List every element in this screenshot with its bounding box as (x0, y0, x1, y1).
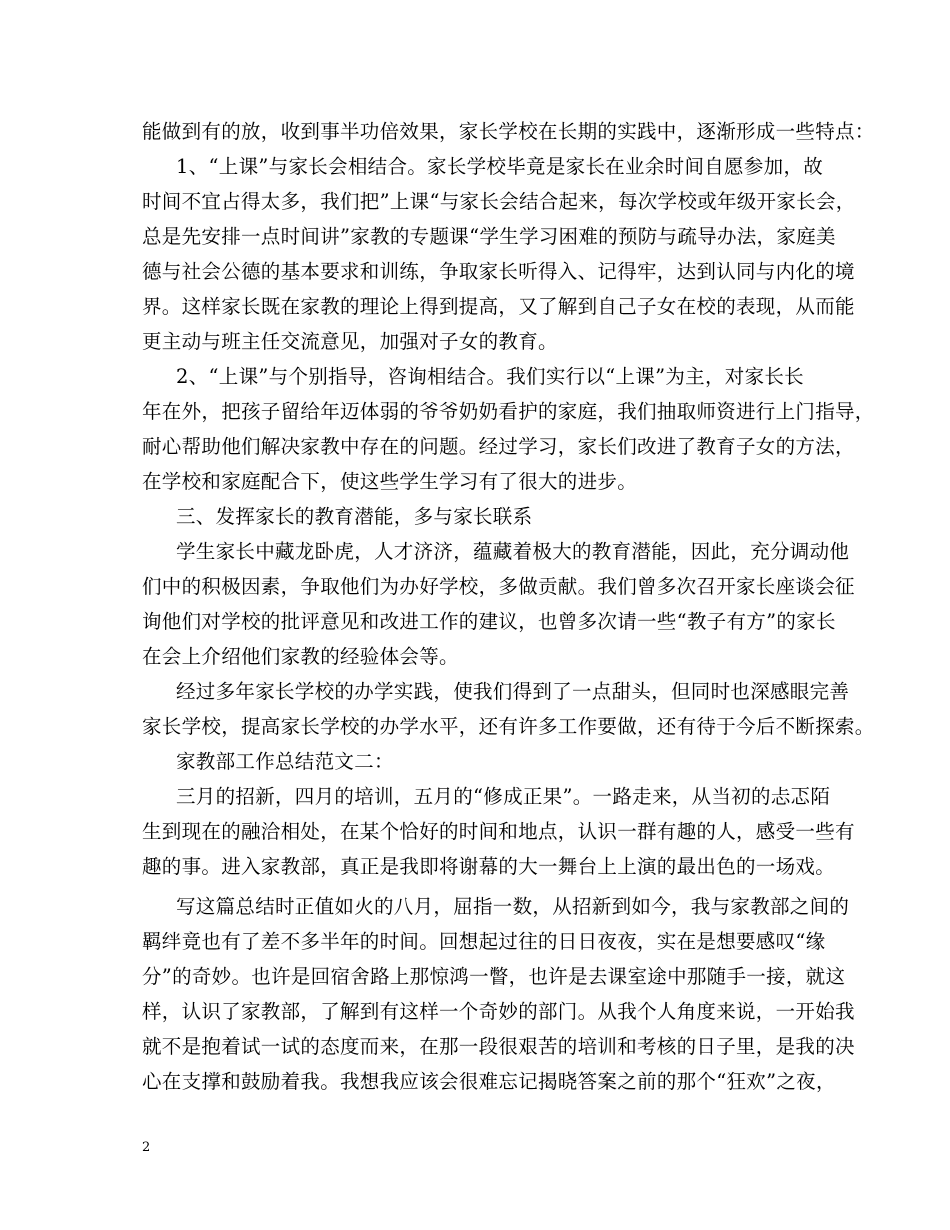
text-line: 三月的招新，四月的培训，五月的“修成正果”。一路走来，从当初的忐忑陌 (176, 785, 831, 808)
text-line: 分”的奇妙。也许是回宿舍路上那惊鸿一瞥，也许是去课室途中那随手一接，就这 (142, 965, 846, 988)
text-line: 样，认识了家教部，了解到有这样一个奇妙的部门。从我个人角度来说，一开始我 (142, 1000, 855, 1023)
text-line: 心在支撑和鼓励着我。我想我应该会很难忘记揭晓答案之前的那个“狂欢”之夜， (142, 1070, 836, 1093)
text-line: 总是先安排一点时间讲”家教的专题课“学生学习困难的预防与疏导办法，家庭美 (142, 225, 836, 248)
text-line: 年在外，把孩子留给年迈体弱的爷爷奶奶看护的家庭，我们抽取师资进行上门指导， (142, 400, 875, 423)
text-line: 家长学校，提高家长学校的办学水平，还有许多工作要做，还有待于今后不断探索。 (142, 715, 875, 738)
text-line: 羁绊竟也有了差不多半年的时间。回想起过往的日日夜夜，实在是想要感叹“缘 (142, 930, 826, 953)
text-line: 2、“上课”与个别指导，咨询相结合。我们实行以“上课”为主，对家长长 (176, 365, 804, 388)
text-line: 能做到有的放，收到事半功倍效果，家长学校在长期的实践中，逐渐形成一些特点： (142, 120, 875, 143)
text-line: 耐心帮助他们解决家教中存在的问题。经过学习，家长们改进了教育子女的方法， (142, 435, 855, 458)
text-line: 在会上介绍他们家教的经验体会等。 (142, 645, 459, 668)
text-line: 学生家长中藏龙卧虎，人才济济，蕴藏着极大的教育潜能，因此，充分调动他 (176, 540, 850, 563)
text-line: 经过多年家长学校的办学实践，使我们得到了一点甜头，但同时也深感眼完善 (176, 680, 850, 703)
text-line: 1、“上课”与家长会相结合。家长学校毕竟是家长在业余时间自愿参加，故 (176, 155, 824, 178)
text-line: 界。这样家长既在家教的理论上得到提高，又了解到自己子女在校的表现，从而能 (142, 295, 855, 318)
text-line: 更主动与班主任交流意见，加强对子女的教育。 (142, 330, 558, 353)
text-line: 生到现在的融洽相处，在某个恰好的时间和地点，认识一群有趣的人，感受一些有 (142, 820, 855, 843)
section-heading: 家教部工作总结范文二： (176, 750, 394, 773)
text-line: 德与社会公德的基本要求和训练，争取家长听得入、记得牢，达到认同与内化的境 (142, 260, 855, 283)
page-number: 2 (142, 1140, 151, 1155)
text-line: 写这篇总结时正值如火的八月，屈指一数，从招新到如今，我与家教部之间的 (176, 895, 850, 918)
text-line: 趣的事。进入家教部，真正是我即将谢幕的大一舞台上上演的最出色的一场戏。 (142, 855, 836, 878)
text-line: 时间不宜占得太多，我们把”上课“与家长会结合起来，每次学校或年级开家长会， (142, 190, 856, 213)
section-heading: 三、发挥家长的教育潜能，多与家长联系 (176, 505, 533, 528)
text-line: 们中的积极因素，争取他们为办好学校，多做贡献。我们曾多次召开家长座谈会征 (142, 575, 855, 598)
text-line: 在学校和家庭配合下，使这些学生学习有了很大的进步。 (142, 470, 638, 493)
text-line: 询他们对学校的批评意见和改进工作的建议，也曾多次请一些“教子有方”的家长 (142, 610, 836, 633)
text-line: 就不是抱着试一试的态度而来，在那一段很艰苦的培训和考核的日子里，是我的决 (142, 1035, 855, 1058)
